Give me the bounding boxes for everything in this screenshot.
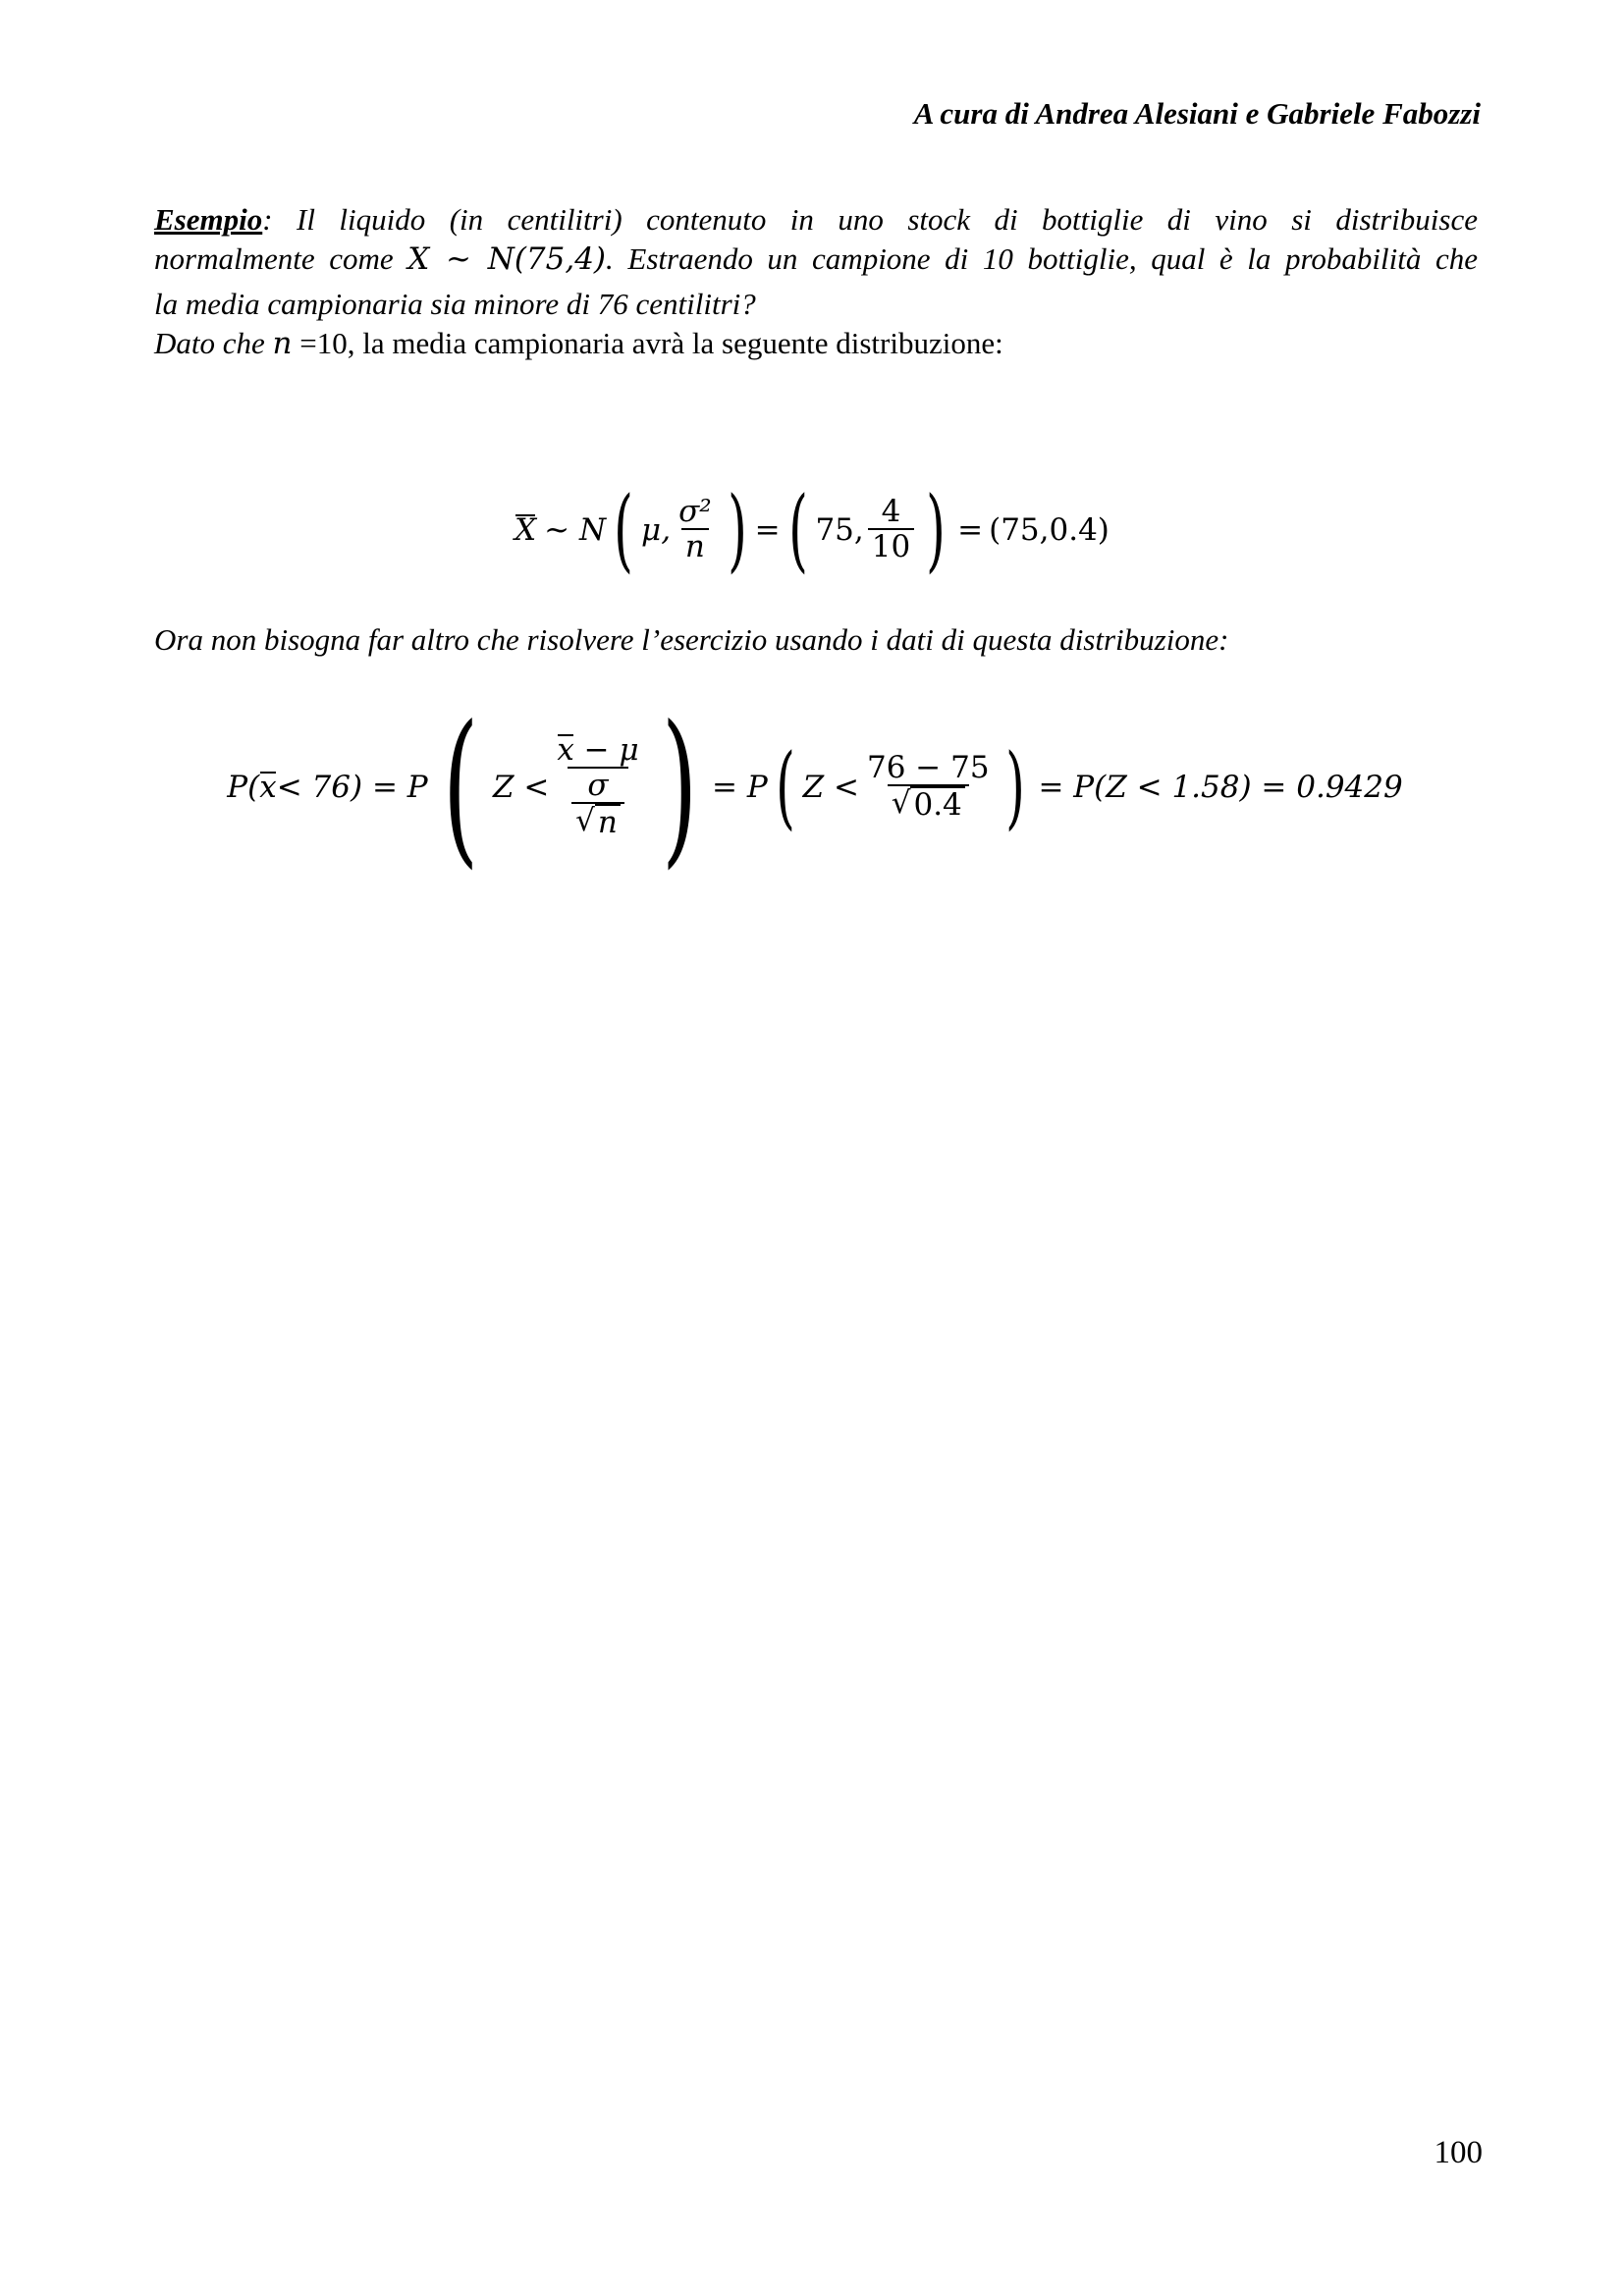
formula2-paren-open-1: ( bbox=[442, 690, 479, 884]
formula2-paren-close-2: ) bbox=[1004, 734, 1025, 839]
formula2-paren-open-2: ( bbox=[775, 734, 795, 839]
formula2-lt76: < 76) = P bbox=[276, 770, 428, 805]
formula1-result: (75,0.4) bbox=[989, 512, 1110, 548]
formula1-n: n bbox=[681, 528, 709, 565]
example-line-3: la media campionaria sia minore di 76 centilitri? bbox=[154, 287, 756, 321]
formula2-xbar2: x bbox=[557, 732, 574, 769]
formula1-10: 10 bbox=[868, 528, 914, 565]
formula2-final: = P(Z < 1.58) = 0.9429 bbox=[1038, 770, 1403, 805]
example-line-2-text-b: . Estraendo un campione di 10 bottiglie, qual è la probabilità che bbox=[606, 241, 1478, 276]
formula1-equals-1: = bbox=[754, 512, 781, 548]
formula2-p-open: P( bbox=[227, 770, 260, 805]
example-line-1 bbox=[154, 200, 1478, 240]
example-line-4 bbox=[154, 324, 1478, 363]
formula2-sigma-over-sqrt-n bbox=[571, 769, 624, 841]
formula1-paren-close-1: ) bbox=[727, 477, 747, 582]
formula2-sqrt-n: √ n bbox=[571, 802, 624, 841]
formula2-den-sqrt: √ 0.4 bbox=[888, 784, 969, 824]
formula-sample-mean-distribution bbox=[514, 477, 1110, 582]
formula1-tilde-n: ~ N bbox=[544, 512, 607, 548]
formula2-z-lt-1: Z < bbox=[492, 770, 550, 805]
formula2-denominator bbox=[568, 767, 628, 841]
formula2-paren-close-1: ) bbox=[661, 690, 698, 884]
formula2-minus-mu: − μ bbox=[573, 732, 639, 769]
formula-probability bbox=[227, 690, 1403, 884]
formula2-numerator bbox=[553, 733, 642, 767]
example-line-1-text: : Il liquido (in centilitri) contenuto in uno stock di bottiglie di vino si distribuisce bbox=[262, 202, 1478, 237]
formula1-frac-4-10 bbox=[868, 495, 914, 565]
running-header: A cura di Andrea Alesiani e Gabriele Fabozzi bbox=[913, 96, 1481, 131]
formula1-xbar: X bbox=[514, 512, 537, 548]
formula2-eq-p: = P bbox=[712, 770, 768, 805]
formula1-4: 4 bbox=[881, 494, 901, 530]
inline-formula-distribution: X ~ N(75,4) bbox=[407, 241, 607, 277]
formula1-paren-close-2: ) bbox=[926, 477, 947, 582]
formula1-equals-2: = bbox=[957, 512, 984, 548]
formula1-75: 75, bbox=[815, 512, 864, 548]
formula2-xbar: x bbox=[259, 770, 277, 805]
example-label: Esempio bbox=[154, 202, 263, 237]
example-line-4-text-b: =10, la media campionaria avrà la seguente distribuzione: bbox=[299, 326, 1003, 360]
page-number: 100 bbox=[1434, 2135, 1483, 2170]
formula1-paren-open-2: ( bbox=[787, 477, 808, 582]
formula1-frac-sigma2-n bbox=[675, 495, 716, 565]
formula2-num-diff: 76 − 75 bbox=[866, 750, 990, 786]
formula2-den-sqrt-radicand: 0.4 bbox=[910, 786, 964, 824]
example-line-2 bbox=[154, 240, 1478, 279]
formula1-sigma2: σ² bbox=[678, 494, 712, 530]
formula2-z-lt-2: Z < bbox=[802, 770, 859, 805]
formula2-numeric-frac bbox=[863, 751, 994, 824]
example-line-4-text-a: Dato che bbox=[154, 326, 265, 360]
formula1-paren-open-1: ( bbox=[614, 477, 633, 582]
example-line-2-text-a: normalmente come bbox=[154, 241, 394, 276]
example-paragraph bbox=[154, 200, 1478, 363]
instruction-line: Ora non bisogna far altro che risolvere l’esercizio usando i dati di questa distribuzione: bbox=[154, 622, 1229, 657]
formula2-standardization-frac bbox=[553, 733, 642, 841]
var-n: n bbox=[272, 326, 293, 361]
formula2-sigma: σ bbox=[587, 768, 609, 804]
formula1-mu: μ, bbox=[641, 512, 672, 548]
formula2-sqrt-n-radicand: n bbox=[595, 804, 621, 841]
